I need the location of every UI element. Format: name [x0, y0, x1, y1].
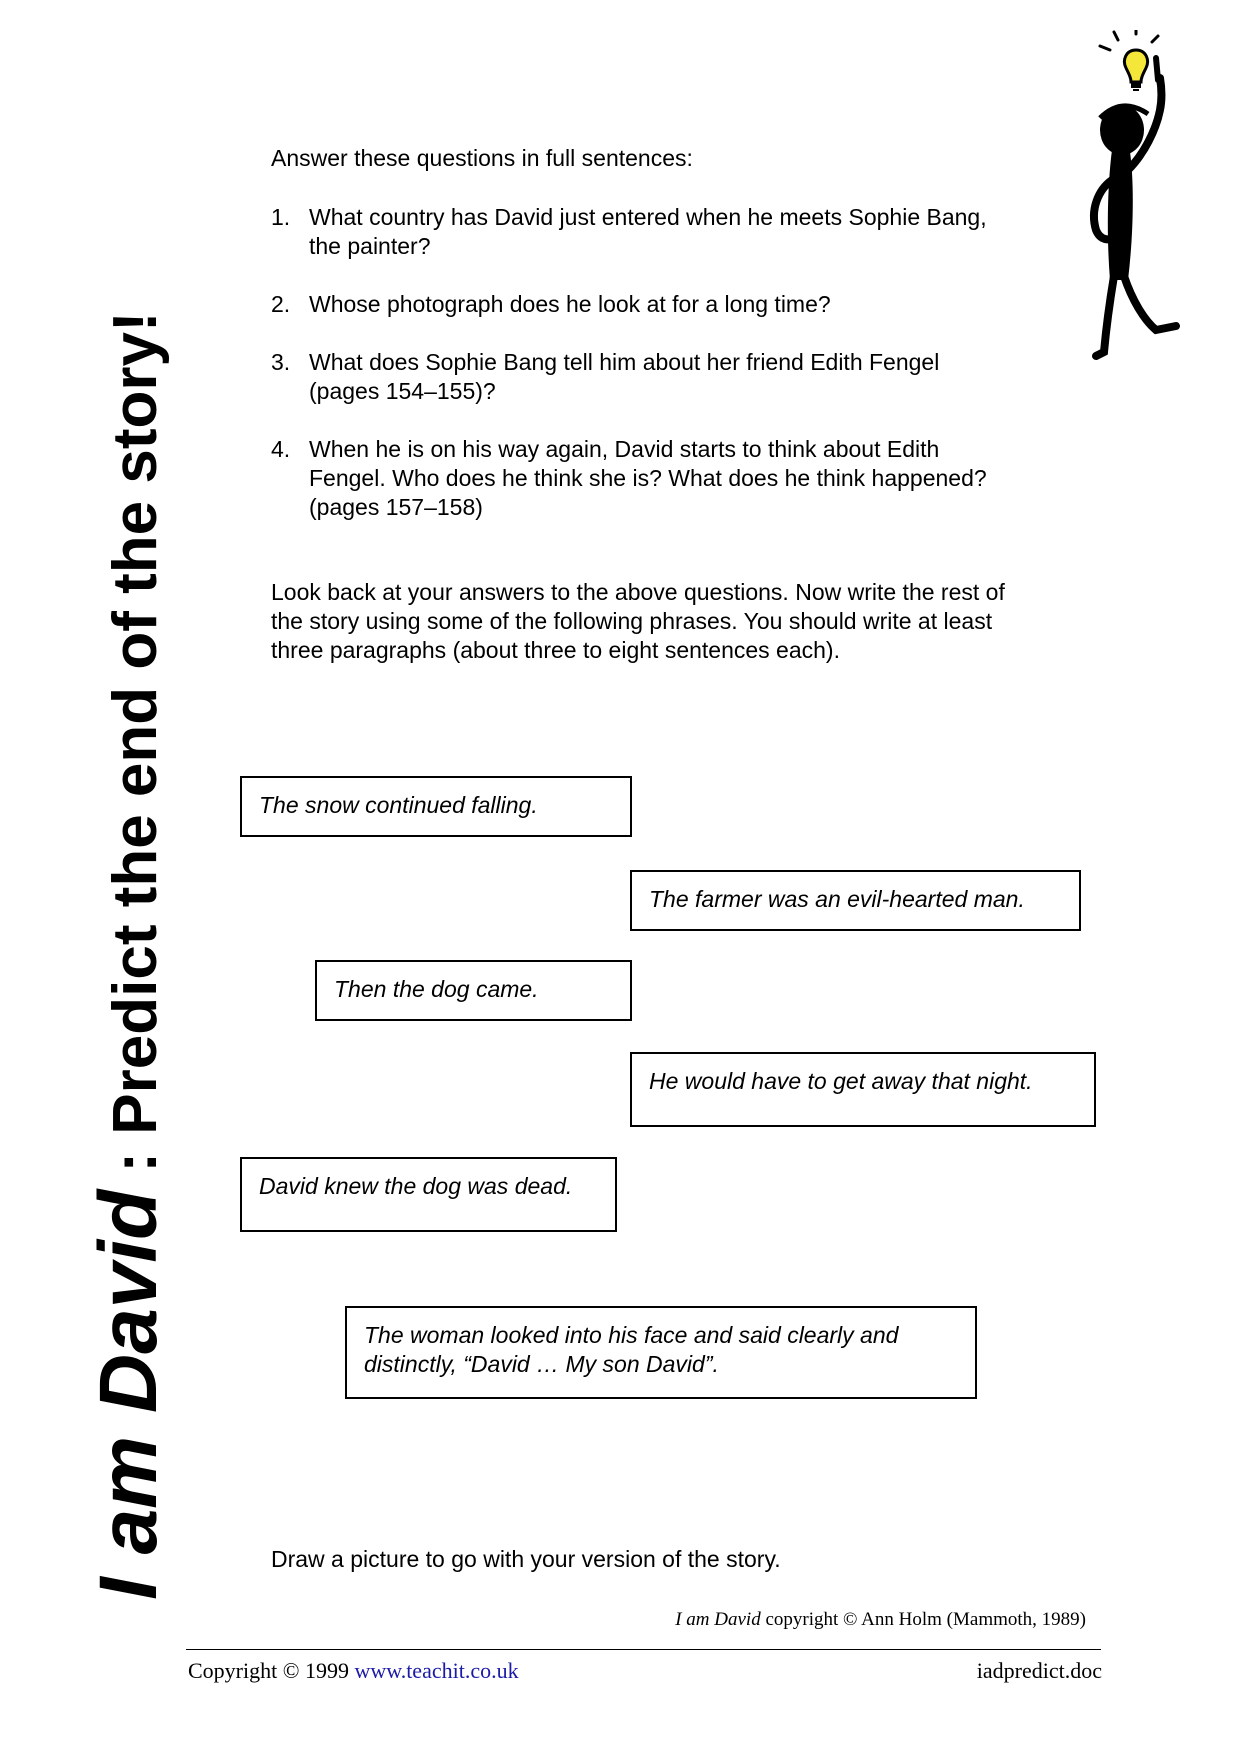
- question-item: [271, 290, 1011, 319]
- question-number: 3.: [271, 349, 291, 375]
- question-item: [271, 348, 1011, 406]
- page-subtitle: Predict the end of the story!: [101, 311, 170, 1135]
- question-item: [271, 203, 1011, 261]
- footer-copyright: [188, 1657, 519, 1685]
- thinking-figure-icon: [1082, 30, 1212, 365]
- phrase-box: The farmer was an evil-hearted man.: [630, 870, 1081, 931]
- phrase-box: David knew the dog was dead.: [240, 1157, 617, 1232]
- question-text: Whose photograph does he look at for a long time?: [309, 291, 831, 317]
- side-title: [83, 311, 174, 1600]
- question-number: 1.: [271, 204, 291, 230]
- phrase-box: He would have to get away that night.: [630, 1052, 1096, 1127]
- footer-divider: [186, 1649, 1101, 1650]
- question-text: What does Sophie Bang tell him about her friend Edith Fengel (pages 154–155)?: [309, 349, 940, 404]
- draw-instruction: Draw a picture to go with your version of the story.: [271, 1546, 781, 1572]
- question-text: When he is on his way again, David starts to think about Edith Fengel. Who does he think she is? What does he think happened? (pages 157–158): [309, 436, 987, 520]
- question-text: What country has David just entered when he meets Sophie Bang, the painter?: [309, 204, 987, 259]
- question-number: 2.: [271, 291, 291, 317]
- phrase-box: The woman looked into his face and said clearly and distinctly, “David … My son David”.: [345, 1306, 977, 1399]
- title-separator: :: [101, 1151, 170, 1173]
- book-credit-title: I am David: [675, 1609, 761, 1630]
- intro-text: Answer these questions in full sentences:: [271, 145, 693, 171]
- copyright-text: Copyright © 1999: [188, 1658, 355, 1683]
- question-number: 4.: [271, 436, 291, 462]
- book-credit-text: copyright © Ann Holm (Mammoth, 1989): [760, 1609, 1086, 1630]
- footer-filename: iadpredict.doc: [976, 1658, 1102, 1683]
- book-title: I am David: [83, 1189, 174, 1600]
- teachit-link[interactable]: www.teachit.co.uk: [354, 1658, 519, 1683]
- question-item: [271, 435, 1011, 522]
- phrase-box: The snow continued falling.: [240, 776, 632, 837]
- question-list: [271, 203, 1011, 522]
- instructions-text: Look back at your answers to the above questions. Now write the rest of the story using some of the following phrases. You should write at least three paragraphs (about three to eight sentences each).: [271, 579, 1005, 663]
- main-content: [271, 144, 1011, 688]
- book-credit: [675, 1608, 1086, 1632]
- phrase-box: Then the dog came.: [315, 960, 632, 1021]
